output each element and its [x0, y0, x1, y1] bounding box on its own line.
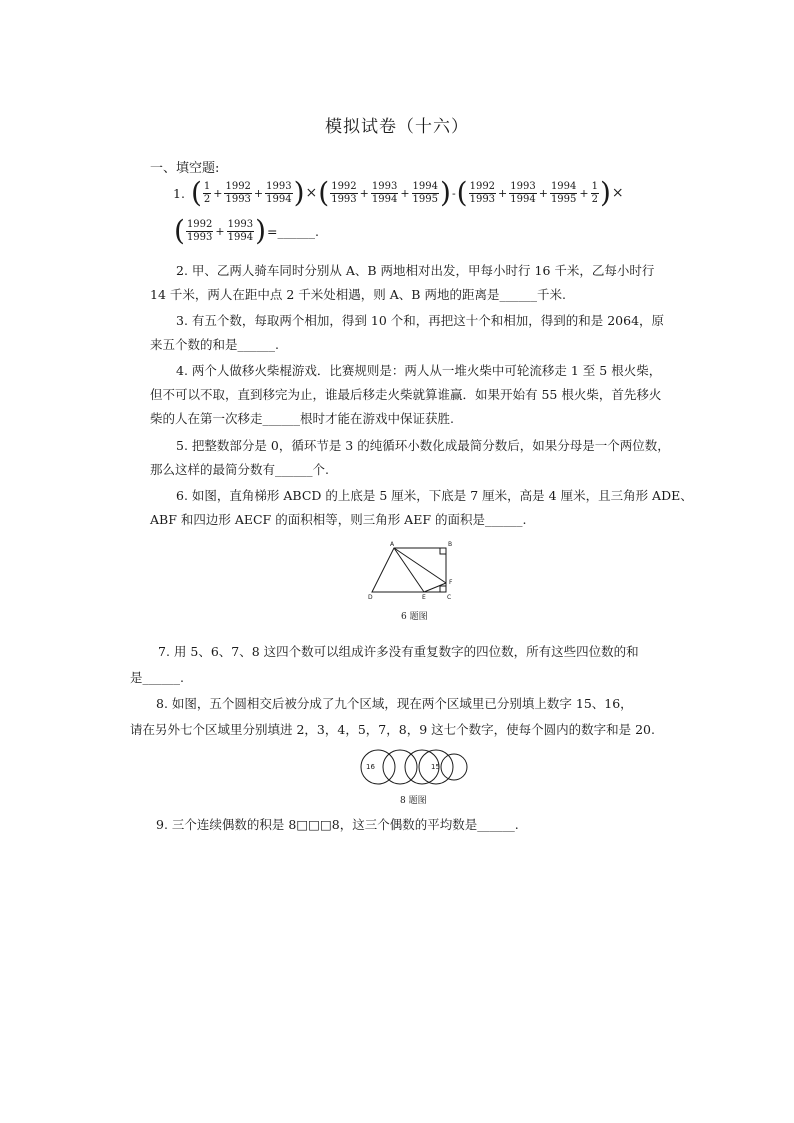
q8-line2: 请在另外七个区域里分别填进 2，3，4，5，7，8，9 这七个数字，使每个圆内的数字和是 20.	[130, 722, 655, 737]
q5-line2: 那么这样的最简分数有______个.	[150, 462, 329, 477]
q5-line1: 5. 把整数部分是 0，循环节是 3 的纯循环小数化成最简分数后，如果分母是一个两位数，	[176, 438, 670, 453]
q2-line2: 14 千米，两人在距中点 2 千米处相遇，则 A、B 两地的距离是______千米.	[150, 287, 566, 302]
plus-sign: +	[359, 186, 369, 200]
q3-line2: 来五个数的和是______.	[150, 337, 279, 352]
paren-open: (	[318, 176, 330, 209]
label-f: F	[449, 579, 453, 586]
fraction: $\frac{1993}{1994}$	[227, 218, 254, 243]
paren-close: )	[293, 176, 305, 209]
plus-sign: +	[538, 186, 548, 200]
region-value-right: 15	[431, 763, 440, 771]
line-af	[394, 548, 446, 583]
q2-line1: 2. 甲、乙两人骑车同时分别从 A、B 两地相对出发，甲每小时行 16 千米，乙每小时行	[176, 263, 655, 278]
plus-sign: +	[213, 186, 223, 200]
q1-number: 1.	[173, 185, 185, 201]
line-ef	[424, 583, 446, 592]
q7-line2: 是______.	[130, 670, 184, 685]
q1-expression-row2	[174, 216, 320, 246]
q1-answer-blank: =______.	[267, 223, 319, 239]
paren-open: (	[456, 176, 468, 209]
fraction: $\frac{1993}{1994}$	[371, 180, 398, 205]
fraction: $\frac{1994}{1995}$	[550, 180, 577, 205]
right-angle-c	[440, 586, 446, 592]
page-title: 模拟试卷（十六）	[325, 117, 469, 137]
fraction: $\frac{1992}{1993}$	[469, 180, 496, 205]
circle-5	[441, 754, 467, 780]
fraction: $\frac{1}{2}$	[591, 180, 598, 205]
fraction: $\frac{1993}{1994}$	[510, 180, 536, 205]
fraction: $\frac{1994}{1995}$	[412, 180, 438, 205]
region-value-left: 16	[366, 763, 375, 771]
label-e: E	[422, 594, 426, 601]
fraction: $\frac{1993}{1994}$	[266, 180, 292, 205]
section-heading: 一、填空题:	[150, 161, 220, 176]
minus-sign: -	[451, 186, 456, 200]
q4-line1: 4. 两个人做移火柴棍游戏．比赛规则是：两人从一堆火柴中可轮流移走 1 至 5 根火柴，	[176, 363, 662, 378]
plus-sign: +	[400, 186, 410, 200]
label-d: D	[368, 594, 373, 601]
q6-line1: 6. 如图，直角梯形 ABCD 的上底是 5 厘米，下底是 7 厘米，高是 4 厘米，且三角形 ADE、	[176, 488, 693, 503]
right-angle-b	[440, 548, 446, 554]
times-sign: ×	[305, 185, 318, 201]
plus-sign: +	[498, 186, 508, 200]
circle-2	[383, 750, 417, 784]
q6-line2: ABF 和四边形 AECF 的面积相等，则三角形 AEF 的面积是______.	[150, 512, 527, 527]
q9-line1: 9. 三个连续偶数的积是 8□□□8，这三个偶数的平均数是______.	[156, 817, 519, 832]
q3-line1: 3. 有五个数，每取两个相加，得到 10 个和，再把这十个和相加，得到的和是 2064，原	[176, 313, 665, 328]
q1-expression-row1	[172, 178, 625, 208]
paren-close: )	[440, 176, 451, 209]
fraction: $\frac{1992}{1993}$	[331, 180, 357, 205]
q8-figure-caption: 8 题图	[400, 796, 427, 806]
plus-sign: +	[215, 224, 225, 238]
q6-figure-caption: 6 题图	[401, 612, 428, 622]
fraction: $\frac{1}{2}$	[203, 180, 211, 205]
plus-sign: +	[579, 186, 589, 200]
q8-five-circles-figure	[358, 747, 468, 787]
fraction: $\frac{1992}{1993}$	[225, 180, 251, 205]
label-a: A	[390, 541, 395, 548]
q4-line2: 但不可以不取，直到移完为止，谁最后移走火柴就算谁赢．如果开始有 55 根火柴，首先移火	[150, 387, 662, 402]
fraction: $\frac{1992}{1993}$	[186, 218, 213, 243]
q4-line3: 柴的人在第一次移走______根时才能在游戏中保证获胜.	[150, 411, 454, 426]
paren-close: )	[599, 176, 611, 209]
paren-open: (	[174, 214, 185, 247]
label-c: C	[447, 594, 452, 601]
times-sign: ×	[611, 185, 624, 201]
line-ae	[394, 548, 424, 592]
label-b: B	[448, 541, 453, 548]
paren-close: )	[255, 214, 266, 247]
q6-trapezoid-figure	[362, 536, 466, 602]
q8-line1: 8. 如图，五个圆相交后被分成了九个区域，现在两个区域里已分别填上数字 15、16，	[156, 696, 633, 711]
paren-open: (	[190, 176, 202, 209]
plus-sign: +	[253, 186, 264, 200]
q7-line1: 7. 用 5、6、7、8 这四个数可以组成许多没有重复数字的四位数，所有这些四位数的和	[158, 644, 639, 659]
